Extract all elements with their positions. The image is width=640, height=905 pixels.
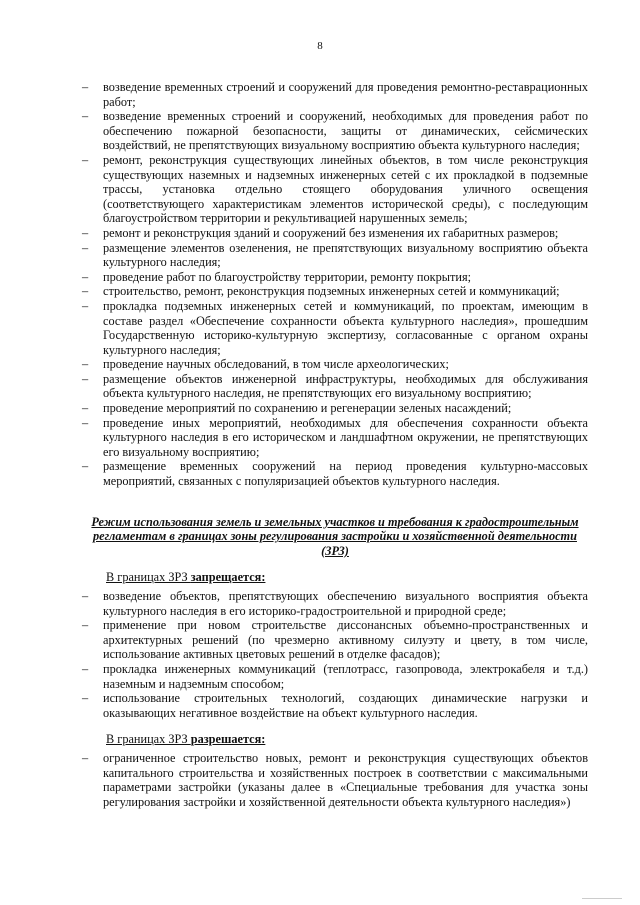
page-number: 8: [317, 40, 323, 52]
scan-mark: [582, 898, 622, 899]
permitted-list: [82, 751, 588, 809]
permitted-works-list: [82, 80, 588, 489]
permitted-subheading: [106, 732, 588, 747]
list-item: – прокладка инженерных коммуникаций (теплотрасс, газопровода, электрокабеля и т.д.) наземным и надземным способом;: [82, 662, 588, 691]
list-item: – проведение научных обследований, в том числе археологических;: [82, 357, 588, 372]
list-item: – проведение работ по благоустройству территории, ремонту покрытия;: [82, 270, 588, 285]
list-item: – применение при новом строительстве диссонансных объемно-пространственных и архитектурных решений (по чрезмерно активному силуэту и цвету, в том числе, использование активных цветовых решений в отделке фасадов);: [82, 618, 588, 662]
permitted-prefix: В границах ЗРЗ: [106, 732, 191, 747]
list-item: – возведение объектов, препятствующих обеспечению визуального восприятия объекта культурного наследия в его историко-градостроительной и природной среде;: [82, 589, 588, 618]
list-item: – ограниченное строительство новых, ремонт и реконструкция существующих объектов капитального строительства и хозяйственных построек в соответствии с максимальными параметрами застройки (указаны далее в «Специальные требования для участка зоны регулирования застройки и хозяйственной деятельности объекта культурного наследия»): [82, 751, 588, 809]
section-heading: Режим использования земель и земельных участков и требования к градостроительным регламентам в границах зоны регулирования застройки и хозяйственной деятельности (ЗРЗ): [91, 514, 579, 558]
list-item: – ремонт и реконструкция зданий и сооружений без изменения их габаритных размеров;: [82, 226, 588, 241]
permitted-keyword: разрешается:: [190, 732, 266, 747]
list-item: – возведение временных строений и сооружений для проведения ремонтно-реставрационных работ;: [82, 80, 588, 109]
list-item: – прокладка подземных инженерных сетей и коммуникаций, по проектам, имеющим в составе раздел «Обеспечение сохранности объекта культурного наследия», прошедшим Государственную историко-культурную экспертизу, согласованные с органом охраны культурного наследия;: [82, 299, 588, 357]
list-item: – размещение временных сооружений на период проведения культурно-массовых мероприятий, связанных с популяризацией объектов культурного наследия.: [82, 459, 588, 488]
prohibited-subheading: [106, 570, 588, 585]
list-item: – проведение мероприятий по сохранению и регенерации зеленых насаждений;: [82, 401, 588, 416]
list-item: – возведение временных строений и сооружений, необходимых для проведения работ по обеспечению пожарной безопасности, защиты от динамических, сейсмических воздействий, не препятствующих визуальному восприятию объекта культурного наследия;: [82, 109, 588, 153]
list-item: – использование строительных технологий, создающих динамические нагрузки и оказывающих негативное воздействие на объект культурного наследия.: [82, 691, 588, 720]
prohibited-prefix: В границах ЗРЗ: [106, 570, 191, 585]
list-item: – размещение объектов инженерной инфраструктуры, необходимых для обслуживания объекта культурного наследия, не препятствующих его визуальному восприятию;: [82, 372, 588, 401]
list-item: – размещение элементов озеленения, не препятствующих визуальному восприятию объекта культурного наследия;: [82, 241, 588, 270]
prohibited-list: [82, 589, 588, 720]
list-item: – проведение иных мероприятий, необходимых для обеспечения сохранности объекта культурного наследия в его историческом и ландшафтном окружении, не препятствующих его визуальному восприятию;: [82, 416, 588, 460]
list-item: – ремонт, реконструкция существующих линейных объектов, в том числе реконструкция существующих наземных и надземных инженерных сетей с их прокладкой в подземные трассы, установка отдельно стоящего оборудования уличного освещения (соответствующего характеристикам элементов исторической среды), с последующим благоустройством территории и рекультивацией нарушенных земель;: [82, 153, 588, 226]
list-item: – строительство, ремонт, реконструкция подземных инженерных сетей и коммуникаций;: [82, 284, 588, 299]
page-content: [82, 80, 588, 809]
prohibited-keyword: запрещается:: [190, 570, 266, 585]
